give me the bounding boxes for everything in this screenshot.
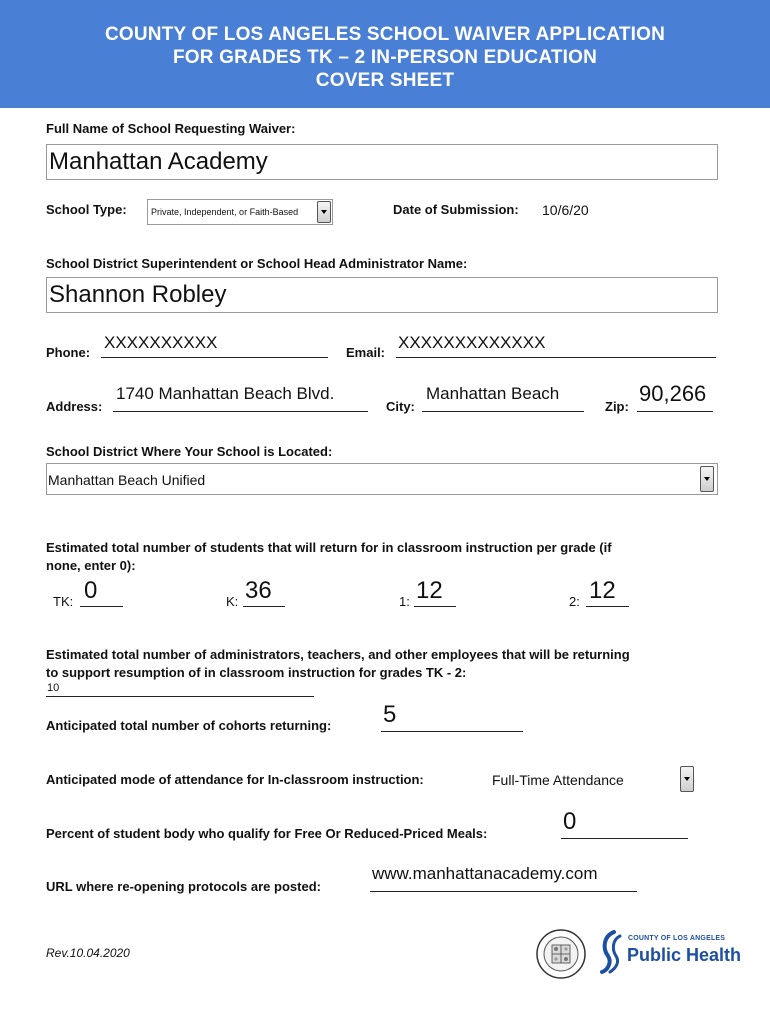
staff-label-line-2: to support resumption of in classroom instruction for grades TK - 2: (46, 665, 467, 680)
url-underline (370, 891, 637, 892)
date-value[interactable]: 10/6/20 (542, 202, 589, 218)
logo-public-health-text: Public Health (627, 945, 742, 965)
chevron-down-icon (704, 477, 710, 481)
grade-k-label: K: (226, 594, 239, 609)
cohorts-underline (381, 731, 523, 732)
attendance-dropdown-button[interactable] (680, 766, 694, 792)
grade-1-underline (414, 606, 456, 607)
grade-tk-value[interactable]: 0 (84, 577, 98, 604)
title-line-3: COVER SHEET (315, 70, 455, 91)
meals-underline (561, 838, 688, 839)
address-label: Address: (46, 399, 103, 414)
phone-underline (101, 357, 328, 358)
staff-label-line-1: Estimated total number of administrators, teachers, and other employees that will be returning (46, 647, 630, 662)
staff-underline (46, 696, 314, 697)
school-type-select[interactable] (147, 199, 333, 225)
district-label: School District Where Your School is Located: (46, 444, 333, 459)
school-name-value: Manhattan Academy (49, 148, 268, 175)
cohorts-value[interactable]: 5 (383, 701, 397, 728)
school-type-label: School Type: (46, 202, 127, 217)
header-banner (0, 0, 770, 108)
address-value[interactable]: 1740 Manhattan Beach Blvd. (116, 384, 335, 403)
admin-name-value: Shannon Robley (49, 281, 227, 308)
students-label-line-2: none, enter 0): (46, 558, 136, 573)
address-underline (113, 411, 368, 412)
school-type-dropdown-button[interactable] (317, 201, 331, 223)
email-value[interactable]: XXXXXXXXXXXXX (398, 333, 546, 352)
public-health-logo-icon (598, 928, 628, 976)
admin-name-field[interactable] (46, 277, 718, 313)
title-line-1: COUNTY OF LOS ANGELES SCHOOL WAIVER APPLICATION (104, 24, 666, 45)
grade-1-label: 1: (399, 594, 410, 609)
attendance-value[interactable]: Full-Time Attendance (492, 772, 624, 788)
chevron-down-icon (321, 210, 327, 214)
zip-value[interactable]: 90,266 (639, 381, 707, 406)
grade-2-label: 2: (569, 594, 580, 609)
district-value: Manhattan Beach Unified (48, 472, 206, 488)
url-label: URL where re-opening protocols are posted: (46, 879, 321, 894)
grade-k-underline (243, 606, 285, 607)
phone-value[interactable]: XXXXXXXXXX (104, 333, 218, 352)
attendance-label: Anticipated mode of attendance for In-classroom instruction: (46, 772, 424, 787)
city-underline (422, 411, 584, 412)
city-label: City: (386, 399, 415, 414)
logo-county-text: COUNTY OF LOS ANGELES (628, 935, 726, 942)
zip-label: Zip: (605, 399, 629, 414)
admin-name-label: School District Superintendent or School Head Administrator Name: (46, 256, 468, 271)
grade-1-value[interactable]: 12 (416, 577, 443, 604)
email-label: Email: (346, 345, 386, 360)
zip-underline (637, 411, 713, 412)
district-select[interactable] (46, 463, 718, 495)
school-name-label: Full Name of School Requesting Waiver: (46, 121, 296, 136)
meals-label: Percent of student body who qualify for Free Or Reduced-Priced Meals: (46, 826, 488, 841)
meals-value[interactable]: 0 (563, 808, 577, 835)
county-seal-icon (536, 929, 586, 979)
email-underline (396, 357, 716, 358)
students-label-line-1: Estimated total number of students that will return for in classroom instruction per grade (if (46, 540, 612, 555)
school-name-field[interactable] (46, 144, 718, 180)
school-type-value: Private, Independent, or Faith-Based (151, 207, 299, 217)
district-dropdown-button[interactable] (700, 466, 714, 492)
grade-2-value[interactable]: 12 (589, 577, 616, 604)
city-value[interactable]: Manhattan Beach (426, 384, 560, 403)
grade-tk-label: TK: (53, 594, 74, 609)
grade-2-underline (586, 606, 629, 607)
revision-text: Rev.10.04.2020 (46, 946, 130, 960)
date-label: Date of Submission: (393, 202, 519, 217)
phone-label: Phone: (46, 345, 91, 360)
grade-k-value[interactable]: 36 (245, 577, 272, 604)
url-value[interactable]: www.manhattanacademy.com (372, 864, 598, 883)
chevron-down-icon (684, 777, 690, 781)
cohorts-label: Anticipated total number of cohorts returning: (46, 718, 332, 733)
staff-value[interactable]: 10 (47, 682, 60, 694)
grade-tk-underline (80, 606, 123, 607)
title-line-2: FOR GRADES TK – 2 IN-PERSON EDUCATION (172, 47, 598, 68)
